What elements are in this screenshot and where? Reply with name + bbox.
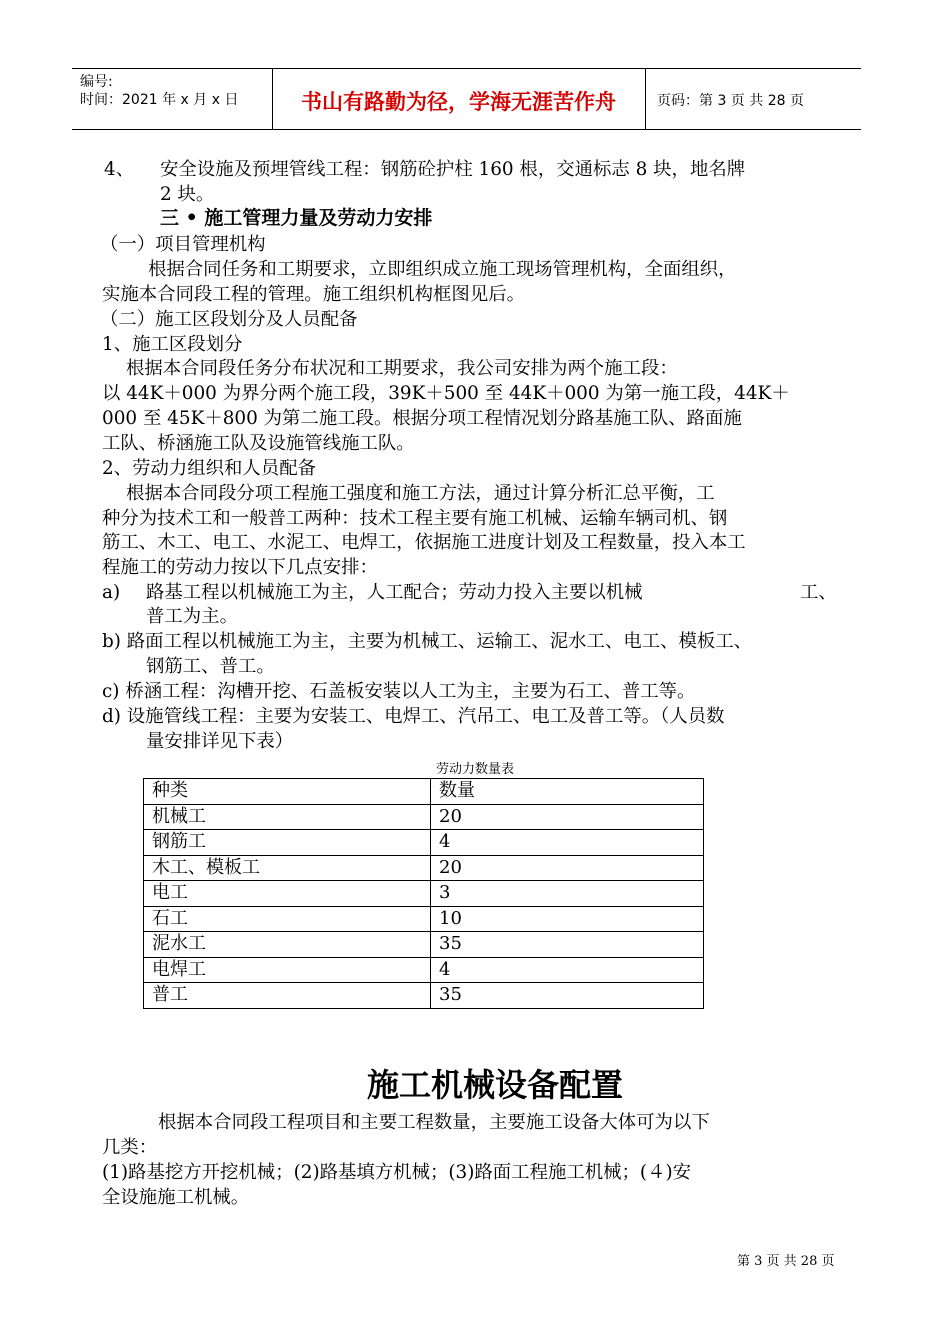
table-cell-count: 35 <box>431 932 704 958</box>
table-cell-count: 35 <box>431 983 704 1009</box>
item-d-line1: d) 设施管线工程：主要为安装工、电焊工、汽吊工、电工及普工等。（人员数 <box>102 706 725 727</box>
item-a-line1: 路基工程以机械施工为主，人工配合；劳动力投入主要以机械 <box>146 582 643 603</box>
section3-title: 三 • 施工管理力量及劳动力安排 <box>160 207 433 229</box>
document-time-label: 时间：2021 年 x 月 x 日 <box>80 92 239 108</box>
page-header <box>72 68 861 130</box>
table-row <box>144 881 704 907</box>
equipment-p1-line1: 根据本合同段工程项目和主要工程数量，主要施工设备大体可为以下 <box>158 1112 710 1133</box>
sub1-paragraph-line1: 根据合同任务和工期要求，立即组织成立施工现场管理机构，全面组织， <box>148 259 737 280</box>
table-header-row <box>144 779 704 805</box>
table-header-type: 种类 <box>144 779 431 805</box>
table-row <box>144 804 704 830</box>
sub2-2-title: 2、劳动力组织和人员配备 <box>102 458 316 479</box>
equipment-p2-line2: 全设施施工机械。 <box>102 1187 250 1208</box>
document-number-label: 编号: <box>80 74 113 90</box>
item-a-line1-tail: 工、 <box>800 582 837 603</box>
item-b-line2: 钢筋工、普工。 <box>146 656 275 677</box>
table-cell-count: 10 <box>431 906 704 932</box>
item-b-line1: b) 路面工程以机械施工为主，主要为机械工、运输工、泥水工、电工、模板工、 <box>102 631 753 652</box>
table-cell-type: 电焊工 <box>144 957 431 983</box>
sub2-1-line2: 以 44K＋000 为界分两个施工段，39K＋500 至 44K＋000 为第一施工段，44K＋ <box>102 383 790 404</box>
equipment-p2-line1: (1)路基挖方开挖机械；(2)路基填方机械；(3)路面工程施工机械；(４)安 <box>102 1162 692 1183</box>
table-row <box>144 957 704 983</box>
sub2-1-line1: 根据本合同段任务分布状况和工期要求，我公司安排为两个施工段： <box>126 358 678 379</box>
sub2-2-line4: 程施工的劳动力按以下几点安排： <box>102 557 378 578</box>
item-a-line2: 普工为主。 <box>146 606 238 627</box>
table-cell-type: 木工、模板工 <box>144 855 431 881</box>
sub2-1-line3: 000 至 45K＋800 为第二施工段。根据分项工程情况划分路基施工队、路面施 <box>102 408 742 429</box>
table-row <box>144 906 704 932</box>
equipment-title: 施工机械设备配置 <box>366 1066 623 1104</box>
table-cell-count: 20 <box>431 855 704 881</box>
header-page-cell <box>645 69 861 129</box>
table-cell-type: 电工 <box>144 881 431 907</box>
labor-table <box>143 778 704 1009</box>
table-cell-count: 4 <box>431 957 704 983</box>
page-footer: 第 3 页 共 28 页 <box>737 1254 835 1269</box>
table-cell-type: 泥水工 <box>144 932 431 958</box>
table-cell-type: 钢筋工 <box>144 830 431 856</box>
table-cell-type: 石工 <box>144 906 431 932</box>
header-motto: 书山有路勤为径，学海无涯苦作舟 <box>301 90 616 114</box>
table-header-count: 数量 <box>431 779 704 805</box>
item-d-line2: 量安排详见下表） <box>146 731 294 752</box>
item-a-label: a) <box>102 582 121 603</box>
table-cell-count: 4 <box>431 830 704 856</box>
table-cell-count: 3 <box>431 881 704 907</box>
table-cell-count: 20 <box>431 804 704 830</box>
table-cell-type: 机械工 <box>144 804 431 830</box>
table-row <box>144 855 704 881</box>
sub1-paragraph-line2: 实施本合同段工程的管理。施工组织机构框图见后。 <box>102 284 525 305</box>
item4-line2: 2 块。 <box>160 184 215 205</box>
header-meta <box>72 69 273 129</box>
item4-number: 4、 <box>104 159 135 180</box>
sub2-1-line4: 工队、桥涵施工队及设施管线施工队。 <box>102 433 415 454</box>
table-cell-type: 普工 <box>144 983 431 1009</box>
table-row <box>144 932 704 958</box>
item-c-line1: c) 桥涵工程：沟槽开挖、石盖板安装以人工为主，主要为石工、普工等。 <box>102 681 696 702</box>
header-page-info: 页码：第 3 页 共 28 页 <box>657 93 804 109</box>
sub1-title: （一）项目管理机构 <box>100 234 266 255</box>
sub2-1-title: 1、施工区段划分 <box>102 334 243 355</box>
equipment-p1-line2: 几类： <box>102 1137 158 1158</box>
sub2-2-line3: 筋工、木工、电工、水泥工、电焊工，依据施工进度计划及工程数量，投入本工 <box>102 532 746 553</box>
sub2-title: （二）施工区段划分及人员配备 <box>100 309 358 330</box>
sub2-2-line2: 种分为技术工和一般普工两种：技术工程主要有施工机械、运输车辆司机、钢 <box>102 508 728 529</box>
labor-table-caption: 劳动力数量表 <box>435 762 514 777</box>
header-motto-cell <box>272 69 646 129</box>
table-row <box>144 983 704 1009</box>
sub2-2-line1: 根据本合同段分项工程施工强度和施工方法，通过计算分析汇总平衡，工 <box>126 483 715 504</box>
item4-line1: 安全设施及预埋管线工程：钢筋砼护柱 160 根，交通标志 8 块，地名牌 <box>160 159 746 180</box>
table-row <box>144 830 704 856</box>
